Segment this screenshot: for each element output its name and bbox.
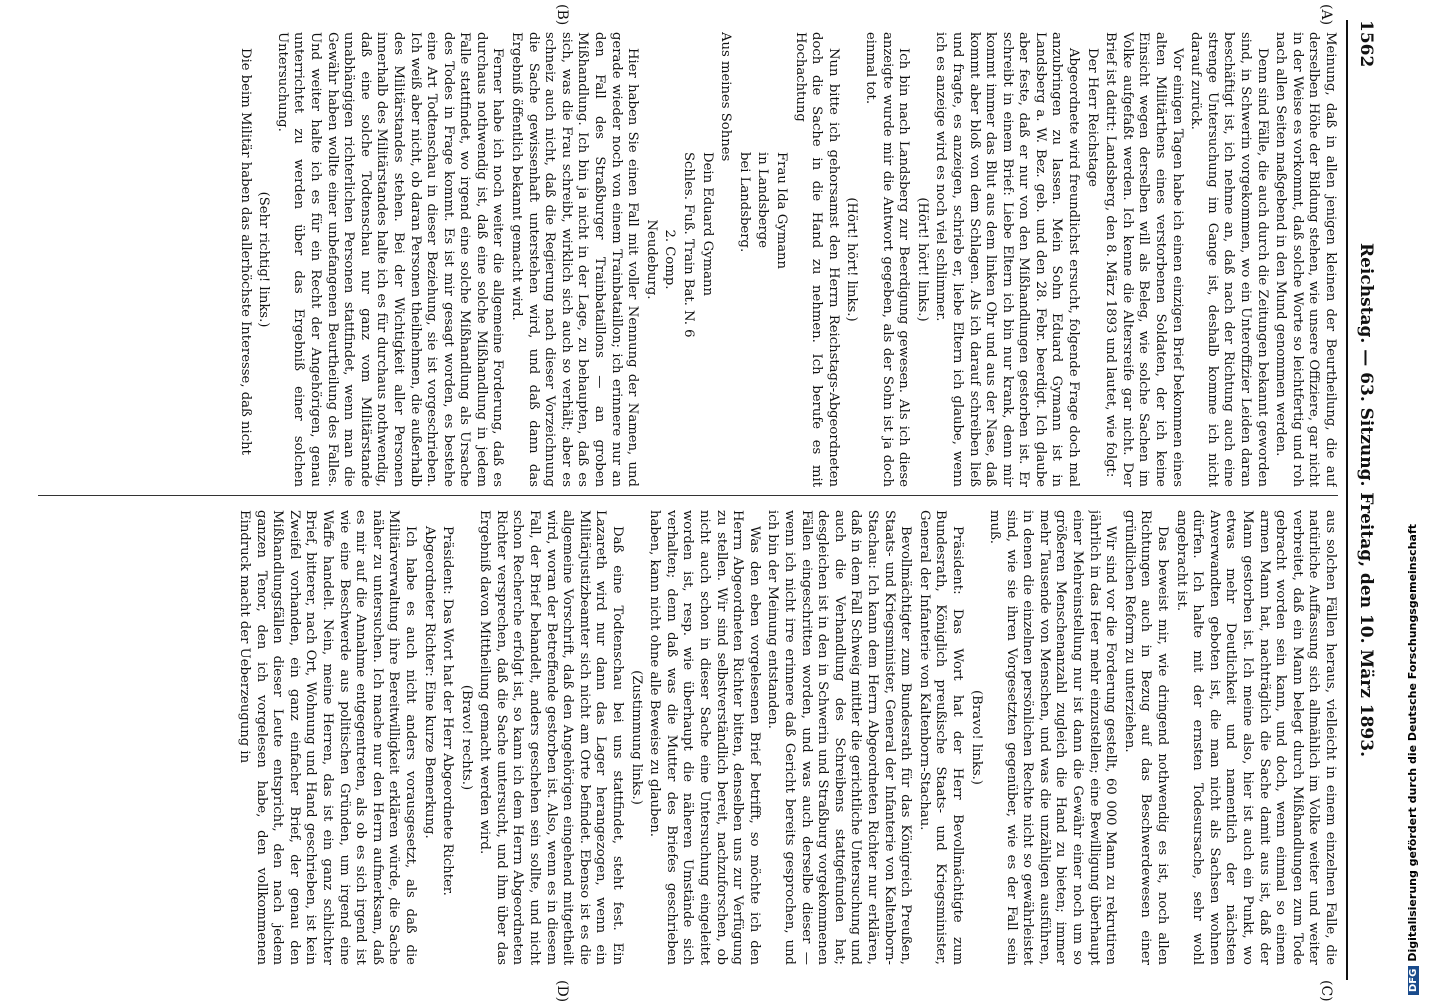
interjection: (Hört! hört! links.): [914, 197, 930, 322]
letter-signature: Dein Eduard Gymann: [699, 152, 715, 296]
letter-body: Ich bin nach Landsberg zur Beerdigung gewesen. Als ich diese anzeigte wurde mir die Antwort gegeben, als der Sohn ist ja doch einmal tot.: [862, 32, 912, 487]
letter-body: Nun bitte ich gehorsamst den Herrn Reichstags-Abgeordneten doch die Sache in die Hand zu nehmen. Ich berufe es mit Hochachtung: [792, 32, 841, 487]
paragraph: Wir sind vor die Forderung gestellt, 60 000 Mann zu rekrutiren jährlich in das Heer mehr einzustellen; eine Bewilligung überhaupt einer Mehreinstellung nur ist dann die Gewähr einer noch um so größeren Menschenanzahl zugleich die Hand zu bieten; immer mehr Tausende von Menschen, und was die unzähligen ausführen, in denen die einzelnen persönlichen Rechte nicht so gewährleistet sind, wie sie ihren Vorgesetzten gegenüber, wie es der Fall sein muß.: [987, 510, 1119, 965]
paragraph: Vor einigen Tagen habe ich einen einzigen Brief bekommen eines alten Militärthens eines verstorbenen Soldaten, der ich keine Einsicht wegen derselben will als Beleg, wie solche Sachen im Volke aufgefaßt werden. Ich kenne die Altersreife gar nicht. Der Brief ist datirt: Landsberg, den 8. März 1893 und lautet, wie folgt:: [1103, 32, 1185, 487]
letter-signature: Neudeburg.: [643, 219, 659, 300]
interjection: (Sehr richtig! links.): [256, 191, 272, 328]
speaker-paragraph: Bevollmächtigter zum Bundesrath für das Königreich Preußen, Staats- und Kriegsminister, General der Infanterie von Kaltenborn-Stachau: Ich kann dem Herrn Abgeordneten Richter nur erklären, daß in dem Fall Schweig mittler die gerichtliche Untersuchung und auch die Verhandlung des Schreibens stattgefunden hat; desgleichen ist in den in Schwerin und Straßburg vorgekommenen Fällen eingeschritten worden, und was auch derselbe dieser — wenn ich nicht irre erinnere daß Gericht bereits gesprochen, und ich bin der Meinung entstanden.: [765, 510, 914, 965]
letter-signature: Frau Ida Gymann: [774, 152, 789, 270]
margin-letter-b: (B): [554, 4, 570, 26]
speaker-paragraph: Abgeordneter Richter: Eine kurze Bemerkung.: [421, 526, 437, 839]
paragraph: Denn sind Fälle, die auch durch die Zeitungen bekannt geworden sind, in Schwerin vorgekommen, wo ein Unteroffizier Leiden daran beschäftigt ist, ich nehme an, daß nach der Richtung auch eine strenge Untersuchung im Gange ist, deshalb komme ich nicht darauf zurück.: [1188, 32, 1270, 487]
page-number: 1562: [1356, 20, 1376, 68]
paragraph: Das beweist mir, wie dringend nothwendig es ist, noch allen Richtungen auch in Bezug auf das Beschwerdewesen einer gründlichen Reform zu unterziehen.: [1121, 510, 1171, 965]
paragraph: Meinung, daß in allen jenigen kleinen der Beurtheilung, die auf derselben Höhe der Bildung stehen, wie unsere Offiziere, gar nicht in der Weise es vorkommt, daß solche Worte so leichtfertig und roh nach allen Seiten maßgebend in den Mund genommen werden.: [1273, 32, 1338, 487]
paragraph: Ferner habe ich noch weiter die allgemeine Forderung, daß es durchaus nothwendig ist, daß eine solche Mißhandlung in jedem Falle stattfindet, wo irgend eine solche Mißhandlung als Ursache des Todes in Frage kommt. Es ist mir gesagt worden, es bestehe eine Art Todtenschau in dieser Beziehung, sie ist vorgeschrieben. Ich weiß aber nicht, ob daran Personen theilnehmen, die außerhalb des Militärstandes stehen. Bei der Wichtigkeit aller Personen innerhalb des Militärstandes halte ich es für durchaus nothwendig, daß eine solche Todtenschau nur ganz vom Militärstande unabhängigen richterlichen Personen stattfindet, wenn man die Gewähr haben wollte einer unbefangenen Beurtheilung des Falles. Und weiter halte ich es für ein Recht der Angehörigen, genau unterrichtet zu werden über das Ergebniß einer solchen Untersuchung.: [274, 32, 506, 487]
paragraph: Was den eben vorgelesenen Brief betrifft, so möchte ich den Herrn Abgeordneten Richter bitten, denselben uns zur Verfügung zu stellen. Wir sind selbstverständlich bereit, nachzuforschen, ob nicht auch schon in dieser Sache eine Untersuchung eingeleitet worden ist, resp. wie überhaupt die näheren Umstände sich verhalten; denn daß was die Mutter des Briefes geschrieben haben, kann nicht ohne alle Beweise zu glauben.: [647, 510, 762, 965]
page-header: [1346, 20, 1378, 980]
left-column: [38, 32, 1338, 487]
paragraph: Die beim Militär haben das allerhöchste Interesse, daß nicht: [237, 48, 253, 455]
footer-text-wrap: [1406, 5, 1419, 995]
footer-text: Digitalisierung gefördert durch die Deutsche Forschungsgemeinschaft: [1406, 523, 1419, 962]
interjection: (Bravo! links.): [968, 690, 984, 785]
margin-letter-a: (A): [1318, 4, 1334, 26]
dfg-logo: DFG: [1408, 966, 1419, 995]
letter-signature: Aus meines Sohnes: [718, 32, 734, 162]
letter-signature: in Landsberge: [755, 152, 771, 249]
right-column: [38, 510, 1338, 965]
paragraph: Hier haben Sie einen Fall mit voller Nennung der Namen, und gerade wieder noch von einem Trainbataillon; ich erinnere nur an den Fall des Straßburger Trainbataillons — an groben Mißhandlung. Ich bin ja nicht in der Lage, zu behaupten, daß es sich, was die Frau schreibt, wirklich sich auch so verhält; aber es schneiz auch nicht, daß die Regierung nach dieser Vorzeichnung die Sache gewissenhaft unterstehen wird, und daß dann das Ergebniß öffentlich bekannt gemacht wird.: [509, 32, 641, 487]
interjection: (Bravo! rechts.): [458, 684, 474, 791]
letter-signature: bei Landsberg.: [736, 152, 752, 253]
letter-signature: 2. Comp.: [662, 229, 678, 290]
interjection: (Zustimmung links.): [628, 670, 644, 805]
speaker-paragraph: Präsident: Das Wort hat der Herr Bevollmächtigte zum Bundesrath, Königlich preußische Staats- und Kriegsminister, General der Infanterie von Kaltenborn-Stachau.: [916, 510, 965, 965]
page-title: Reichstag. — 63. Sitzung. Freitag, den 10. März 1893.: [1356, 242, 1376, 758]
letter-signature: Schles. Fuß. Train Bat. N. 6: [681, 152, 697, 338]
letter-salutation: Der Herr Reichstage: [1084, 48, 1100, 187]
letter-body: Abgeordnete wird freundlichst ersucht, folgende Frage doch mal anzubringen zu lassen. Mein Sohn Eduard Gymann ist in Landsberg a. W. Bez. geb. und den 28. Febr. beerdigt. Ich glaube aber feste, daß er nur von den Mißhandlungen gestorben ist. Er schreibt in einem Brief: Liebe Eltern ich bin nur krank, denn mir kommt immer das Blut aus dem linken Ohr und aus der Nase, daß kommt aber bloß von dem Schlagen. Als ich darauf schreiben ließ und fragte, es anzeigen, schrieb er, liebe Eltern ich glaube, wenn ich es anzeige wird es noch viel schlimmer.: [933, 32, 1082, 487]
paragraph: Ich habe es auch nicht anders vorausgesetzt, als daß die Militärverwaltung ihre Bereitwilligkeit erklären würde, die Sache näher zu untersuchen. Ich mache nur den Herrn aufmerksam, daß es mir auf die Annahme entgegentreten, als ob es sich irgend ist wie eine Beschwerde aus politischen Gründen, um irgend eine Waffe handelt. Nein, meine Herren, das ist ein ganz schlichter Brief, bitterer, nach Ort, Wohnung und Hand geschrieben, ist kein Zweifel vorhanden, ein ganz einfacher Brief, der genau den Mißhandlungsfällen dieser Leute entspricht, den nach jedem ganzen Tenor, den ich vorgelesen habe, den vollkommenen Eindruck macht der Ueberzeugung in: [237, 510, 418, 965]
margin-letter-c: (C): [1318, 980, 1334, 1002]
paragraph: Daß eine Todtenschau bei uns stattfindet, steht fest. Ein Lazareth wird nur dann das Lager herangezogen, wenn ein Militärjustizbeamter sich nicht am Orte befindet. Ebenso ist es die allgemeine Vorschrift, daß den Angehörigen eingehend mitgetheilt wird, woran der Betreffende gestorben ist. Also, wenn es in diesem Fall, der Brief behandelt, anders geschehen sein sollte, und nicht schon Recherche erfolgt ist, so kann ich dem Herrn Abgeordneten Richter versprechen, daß die Sache untersucht, und ihm über das Ergebniß davon Mittheilung gemacht werden wird.: [477, 510, 626, 965]
paragraph: aus solchen Fällen heraus, vielleicht in einem einzelnen Falle, die natürliche Auffassung sich allmählich im Volke weiter und weiter verbreitet, daß ein Mann belegt durch Mißhandlungen zum Tode gebracht worden sein kann, und doch, wenn einmal so einem armen Mann hat, nachträglich die Sache damit aus ist, daß der Mann gestorben ist. Ich meine also, hier ist auch ein Punkt, wo etwas mehr Deutlichkeit und namentlich der nächsten Anverwandten geboten ist, die man nicht als Sachsen wohnen dürfen. Ich halte mit der ernsten Todesursache, sehr wohl angebracht ist.: [1173, 510, 1338, 965]
digitization-footer: [1400, 0, 1432, 1000]
margin-letter-d: (D): [554, 980, 570, 1002]
interjection: (Hört! hört! links.): [844, 197, 860, 322]
column-divider: [38, 495, 1338, 496]
speaker-paragraph: Präsident: Das Wort hat der Herr Abgeordnete Richter.: [440, 526, 456, 896]
